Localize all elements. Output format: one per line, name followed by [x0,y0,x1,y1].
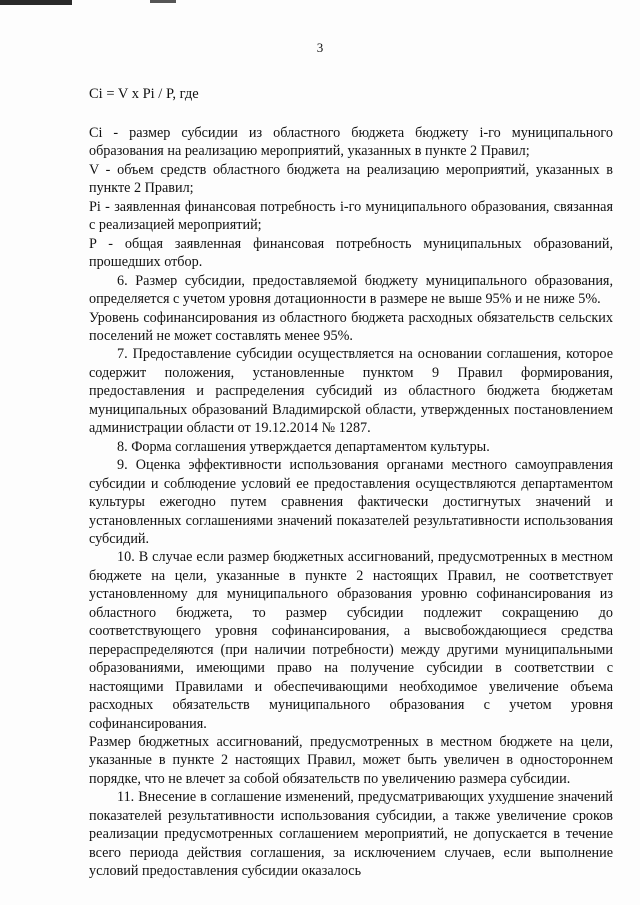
clause-6: 6. Размер субсидии, предоставляемой бюджету муниципального образования, определяется с учетом уровня дотационности в размере не выше 95% и не ниже 5%. [89,272,613,308]
document-body [89,124,613,881]
clause-8: 8. Форма соглашения утверждается департаментом культуры. [117,438,490,455]
subsidy-formula: Ci = V x Pi / P, где [89,86,199,102]
clause-7: 7. Предоставление субсидии осуществляется на основании соглашения, которое содержит положения, установленные пунктом 9 Правил формирования, предоставления и распределения субсидий из областного бюджета бюджетам муниципальных образований Владимирской области, утвержденных постановлением администрации области от 19.12.2014 № 1287. [89,346,613,437]
scan-dust-mark [150,0,176,3]
clause-11: 11. Внесение в соглашение изменений, предусматривающих ухудшение значений показателей результативности использования субсидии, а также увеличение сроков реализации предусмотренных соглашением мероприятий, не допускается в течение всего периода действия соглашения, за исключением случаев, если выполнение условий предоставления субсидии оказалось [89,789,613,880]
definition-v: V - объем средств областного бюджета на реализацию мероприятий, указанных в пункте 2 Правил; [89,161,613,197]
definition-pi: Pi - заявленная финансовая потребность i-го муниципального образования, связанная с реализацией мероприятий; [89,198,613,234]
clause-9: 9. Оценка эффективности использования органами местного самоуправления субсидии и соблюдение условий ее предоставления осуществляются департаментом культуры ежегодно путем сравнения фактически достигнутых значений и установленных соглашениями значений показателей результативности использования субсидий. [89,457,613,547]
clause-10: 10. В случае если размер бюджетных ассигнований, предусмотренных в местном бюджете на цели, указанные в пункте 2 настоящих Правил, не соответствует установленному для муниципального образования уровню софинансирования из областного бюджета, то размер субсидии подлежит сокращению до соответствующего уровня софинансирования, а высвобождающиеся средства перераспределяются (при наличии потребности) между другими муниципальными образованиями, имеющими право на получение субсидии в соответствии с настоящими Правилами и обеспечивающими необходимое увеличение объема расходных обязательств муниципального образования с учетом уровня софинансирования. [89,549,613,732]
scan-edge-mark [0,0,72,5]
definition-p: P - общая заявленная финансовая потребность муниципальных образований, прошедших отбор. [89,235,613,271]
clause-10-budget-increase: Размер бюджетных ассигнований, предусмотренных в местном бюджете на цели, указанные в пункте 2 настоящих Правил, может быть увеличен в одностороннем порядке, что не влечет за собой обязательств по увеличению размера субсидии. [89,733,613,787]
definition-ci: Ci - размер субсидии из областного бюджета бюджету i-го муниципального образования на реализацию мероприятий, указанных в пункте 2 Правил; [89,125,613,160]
page-number: 3 [316,40,324,55]
clause-6-cofinancing: Уровень софинансирования из областного бюджета расходных обязательств сельских поселений не может составлять менее 95%. [89,309,613,344]
